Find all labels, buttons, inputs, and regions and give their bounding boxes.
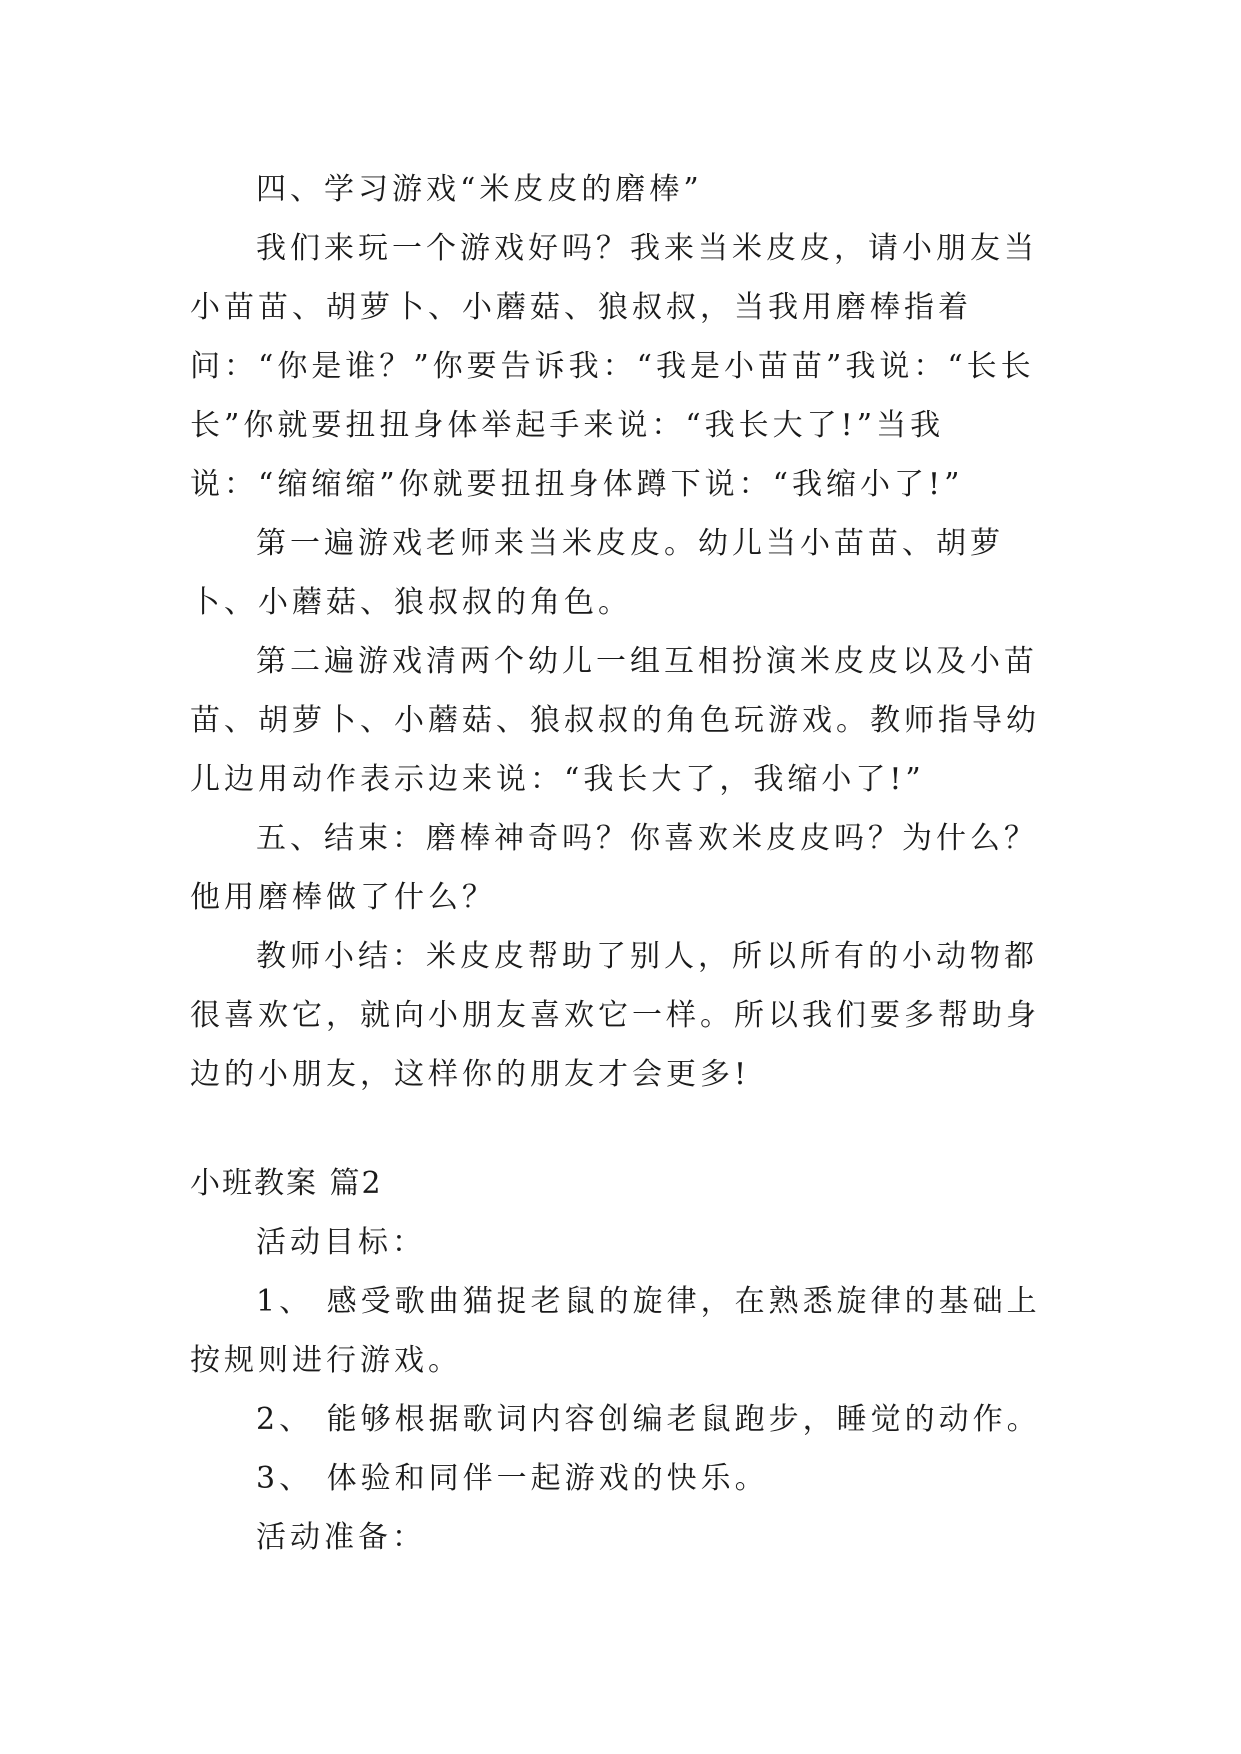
paragraph-second-round: 第二遍游戏清两个幼儿一组互相扮演米皮皮以及小苗苗、胡萝卜、小蘑菇、狼叔叔的角色玩游戏。教师指导幼儿边用动作表示边来说：“我长大了，我缩小了!” [190,644,1040,797]
section-title: 小班教案 篇2 [190,1166,383,1201]
paragraph-first-round: 第一遍游戏老师来当米皮皮。幼儿当小苗苗、胡萝卜、小蘑菇、狼叔叔的角色。 [190,526,1004,620]
list-item-goal-3: 3、 体验和同伴一起游戏的快乐。 [256,1461,769,1496]
paragraph-game-intro: 我们来玩一个游戏好吗？我来当米皮皮，请小朋友当小苗苗、胡萝卜、小蘑菇、狼叔叔，当我用磨棒指着问：“你是谁？”你要告诉我：“我是小苗苗”我说：“长长长”你就要扭扭身体举起手来说：“我长大了!”当我说：“缩缩缩”你就要扭扭身体蹲下说：“我缩小了!” [190,231,1038,502]
document-body [190,160,1060,1567]
paragraph-goals-heading: 活动目标： [256,1225,426,1260]
list-item-goal-1: 1、 感受歌曲猫捉老鼠的旋律，在熟悉旋律的基础上按规则进行游戏。 [190,1284,1041,1378]
heading-game: 四、学习游戏“米皮皮的磨棒” [256,172,703,207]
paragraph-prep-heading: 活动准备： [256,1520,426,1555]
paragraph-summary: 教师小结：米皮皮帮助了别人，所以所有的小动物都很喜欢它，就向小朋友喜欢它一样。所以我们要多帮助身边的小朋友，这样你的朋友才会更多! [190,939,1040,1092]
list-item-goal-2: 2、 能够根据歌词内容创编老鼠跑步，睡觉的动作。 [256,1402,1041,1437]
paragraph-ending: 五、结束：磨棒神奇吗？你喜欢米皮皮吗？为什么？他用磨棒做了什么？ [190,821,1038,915]
